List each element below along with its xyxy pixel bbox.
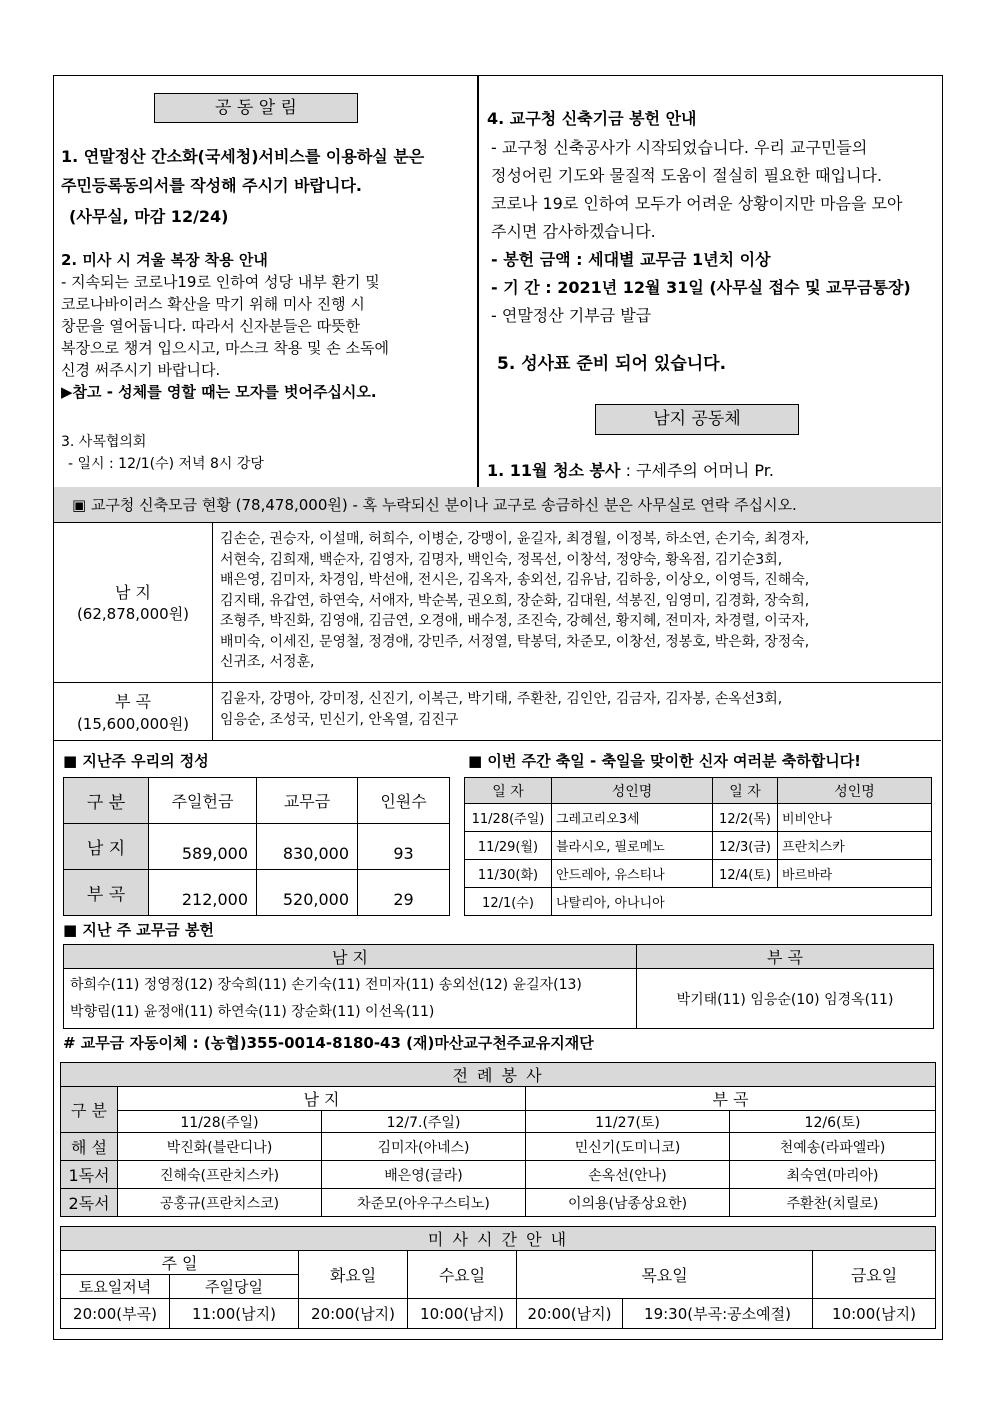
namji-community-header: 남지 공동체 — [595, 404, 799, 435]
mass-wednesday: 수요일 — [408, 1251, 517, 1299]
name-line: 임응순, 조성국, 민신기, 안옥열, 김진구 — [220, 712, 459, 728]
feast-saint: 프란치스카 — [778, 832, 932, 860]
fund-namji-amount: (62,878,000원) — [76, 605, 190, 623]
text-line: 창문을 열어둡니다. 따라서 신자분들은 따뜻한 — [61, 317, 361, 335]
name-line: 조형주, 박진화, 김영애, 김금연, 오경애, 배수정, 조진숙, 강혜선, 황지혜, 전미자, 차경렬, 이국자, — [220, 613, 810, 629]
liturgy-cell: 차준모(아우구스티노) — [322, 1189, 526, 1217]
feast-header: 성인명 — [778, 778, 932, 804]
liturgy-cell: 공홍규(프란치스코) — [118, 1189, 322, 1217]
name-line: 김윤자, 강명아, 강미정, 신진기, 이복근, 박기태, 주환찬, 김인안, 김금자, 김자봉, 손옥선3회, — [220, 691, 783, 707]
text-line: 코로나 19로 인하여 모두가 어려운 상황이지만 마음을 모아 — [491, 194, 903, 213]
mass-time: 20:00(남지) — [517, 1299, 623, 1329]
feast-date: 11/29(월) — [465, 832, 552, 860]
text-line: 정성어린 기도와 물질적 도움이 절실히 필요한 때입니다. — [491, 166, 883, 185]
fund-namji-names — [220, 529, 809, 673]
text-line: - 교구청 신축공사가 시작되었습니다. 우리 교구민들의 — [491, 138, 868, 157]
feast-date: 12/2(목) — [713, 804, 778, 832]
notice-item2-text — [61, 271, 389, 403]
mass-time: 11:00(남지) — [170, 1299, 299, 1329]
mass-time: 10:00(남지) — [813, 1299, 936, 1329]
fund-namji-label: 남 지 — [115, 583, 151, 602]
notice-item2-note: ▶참고 - 성체를 영할 때는 모자를 벗어주십시오. — [61, 383, 377, 401]
name-line: 신귀조, 서정훈, — [220, 654, 315, 670]
liturgy-label: 구 분 — [61, 1087, 118, 1133]
fund-namji-row — [54, 523, 941, 683]
feast-saint: 안드레아, 유스티나 — [552, 860, 713, 888]
feast-title: ■ 이번 주간 축일 - 축일을 맞이한 신자 여러분 축하합니다! — [468, 752, 862, 770]
liturgy-date: 12/6(토) — [730, 1111, 936, 1133]
item4-receipt: - 연말정산 기부금 발급 — [491, 306, 652, 325]
dues-title: ■ 지난 주 교무금 봉헌 — [63, 921, 214, 939]
name-line: 김손순, 권승자, 이설매, 허희수, 이병순, 강맹이, 윤길자, 최경월, 이정복, 하소연, 손기숙, 최경자, — [220, 531, 810, 547]
offering-cell: 520,000 — [257, 870, 358, 916]
fund-bugok-row — [54, 682, 941, 741]
notice-item2-title: 2. 미사 시 겨울 복장 착용 안내 — [61, 251, 268, 269]
cleaning-line — [487, 458, 774, 481]
liturgy-cell: 박진화(블란디나) — [118, 1133, 322, 1161]
dues-namji-header: 남 지 — [64, 945, 637, 969]
name-line: 서현숙, 김희재, 백순자, 김영자, 김명자, 백인숙, 정목선, 이창석, 정양숙, 황옥점, 김기순3회, — [220, 551, 783, 568]
mass-tuesday: 화요일 — [299, 1251, 408, 1299]
text-line: 주시면 감사하겠습니다. — [491, 222, 656, 241]
feast-saint: 블라시오, 필로메노 — [552, 832, 713, 860]
feast-date: 11/30(화) — [465, 860, 552, 888]
offering-table — [63, 777, 450, 916]
fund-bugok-names — [220, 689, 782, 731]
liturgy-date: 12/7.(주일) — [322, 1111, 526, 1133]
offering-header: 교무금 — [257, 778, 358, 824]
liturgy-date: 11/27(토) — [526, 1111, 730, 1133]
mass-time: 10:00(남지) — [408, 1299, 517, 1329]
dues-line: 하희수(11) 정영정(12) 장숙희(11) 손기숙(11) 전미자(11) 송외선(12) 윤길자(13) — [70, 976, 582, 993]
notice-item3-title: 3. 사목협의회 — [61, 434, 147, 450]
text-line: 신경 써주시기 바랍니다. — [61, 361, 221, 379]
feast-saint: 나탈리아, 아나니아 — [552, 888, 932, 916]
mass-thursday: 목요일 — [517, 1251, 813, 1299]
feast-saint: 비비안나 — [778, 804, 932, 832]
feast-table — [464, 777, 932, 916]
dues-bugok-cell: 박기태(11) 임응순(10) 임경옥(11) — [637, 969, 934, 1029]
liturgy-namji: 남 지 — [118, 1087, 526, 1111]
mass-sunday: 주 일 — [61, 1251, 299, 1275]
fund-bugok-label: 부 곡 — [115, 692, 151, 711]
notice-item3-line: - 일시 : 12/1(수) 저녁 8시 강당 — [68, 456, 264, 472]
item4-title: 4. 교구청 신축기금 봉헌 안내 — [487, 109, 697, 128]
dues-bugok-header: 부 곡 — [637, 945, 934, 969]
dues-table — [63, 944, 934, 1029]
fund-bugok-label-cell — [54, 682, 213, 740]
notice-header: 공 동 알 림 — [154, 93, 358, 123]
offering-header: 구 분 — [64, 778, 149, 824]
text-line: 코로나바이러스 확산을 막기 위해 미사 진행 시 — [61, 295, 365, 313]
feast-header: 일 자 — [465, 778, 552, 804]
liturgy-cell: 최숙연(마리아) — [730, 1161, 936, 1189]
cleaning-label: 1. 11월 청소 봉사 — [487, 461, 621, 480]
fund-bugok-amount: (15,600,000원) — [76, 715, 190, 733]
dues-namji-cell — [64, 969, 637, 1029]
liturgy-cell: 진해숙(프란치스카) — [118, 1161, 322, 1189]
offering-header: 인원수 — [358, 778, 450, 824]
mass-sun-day: 주일당일 — [170, 1275, 299, 1299]
offering-row-label: 남 지 — [64, 824, 149, 870]
item4-text — [491, 134, 911, 330]
name-line: 배미숙, 이세진, 문영철, 정경애, 강민주, 서정열, 탁봉덕, 차준모, 이창선, 정봉호, 박은화, 장정숙, — [220, 633, 810, 650]
item4-amount: - 봉헌 금액 : 세대별 교무금 1년치 이상 — [491, 250, 771, 269]
liturgy-table — [60, 1062, 936, 1217]
offering-cell: 93 — [358, 824, 450, 870]
notice-item1-line2: 주민등록동의서를 작성해 주시기 바랍니다. — [61, 176, 362, 195]
feast-saint: 바르바라 — [778, 860, 932, 888]
mass-sat-eve: 토요일저녁 — [61, 1275, 170, 1299]
cleaning-value: : 구세주의 어머니 Pr. — [625, 461, 774, 480]
feast-date: 12/4(토) — [713, 860, 778, 888]
item4-period: - 기 간 : 2021년 12월 31일 (사무실 접수 및 교무금통장) — [491, 278, 911, 297]
feast-header: 일 자 — [713, 778, 778, 804]
liturgy-cell: 이의용(남종상요한) — [526, 1189, 730, 1217]
liturgy-cell: 배은영(글라) — [322, 1161, 526, 1189]
mass-table — [60, 1226, 936, 1329]
name-line: 김지태, 유갑연, 하연숙, 서애자, 박순복, 권오희, 장순화, 김대원, 석봉진, 임영미, 김경화, 장숙희, — [220, 592, 810, 609]
liturgy-cell: 김미자(아네스) — [322, 1133, 526, 1161]
mass-time: 20:00(남지) — [299, 1299, 408, 1329]
liturgy-title: 전 례 봉 사 — [61, 1063, 936, 1087]
feast-date: 11/28(주일) — [465, 804, 552, 832]
fund-title: ▣ 교구청 신축모금 현황 (78,478,000원) - 혹 누락되신 분이나 교구로 송금하신 분은 사무실로 연락 주십시오. — [54, 487, 941, 523]
offering-title: ■ 지난주 우리의 정성 — [63, 752, 209, 770]
liturgy-date: 11/28(주일) — [118, 1111, 322, 1133]
top-section — [54, 76, 941, 488]
offering-cell: 29 — [358, 870, 450, 916]
liturgy-cell: 손옥선(안나) — [526, 1161, 730, 1189]
offering-row-label: 부 곡 — [64, 870, 149, 916]
text-line: - 지속되는 코로나19로 인하여 성당 내부 환기 및 — [61, 273, 380, 291]
dues-line: 박향림(11) 윤정애(11) 하연숙(11) 장순화(11) 이선옥(11) — [70, 1003, 435, 1020]
feast-date: 12/1(수) — [465, 888, 552, 916]
feast-header: 성인명 — [552, 778, 713, 804]
liturgy-bugok: 부 곡 — [526, 1087, 936, 1111]
offering-header: 주일헌금 — [149, 778, 257, 824]
offering-cell: 830,000 — [257, 824, 358, 870]
fund-namji-label-cell — [54, 523, 213, 682]
notice-item1-line3: (사무실, 마감 12/24) — [69, 207, 229, 226]
bulletin-frame — [53, 75, 943, 1340]
mass-friday: 금요일 — [813, 1251, 936, 1299]
feast-date: 12/3(금) — [713, 832, 778, 860]
column-divider — [477, 76, 479, 487]
account-line: # 교무금 자동이체 : (농협)355-0014-8180-43 (재)마산교구천주교유지재단 — [63, 1034, 594, 1052]
feast-saint: 그레고리오3세 — [552, 804, 713, 832]
name-line: 배은영, 김미자, 차경임, 박선애, 전시은, 김옥자, 송외선, 김유남, 김하웅, 이상오, 이영득, 진해숙, — [220, 572, 810, 588]
mass-time: 19:30(부곡:공소예절) — [623, 1299, 813, 1329]
item5: 5. 성사표 준비 되어 있습니다. — [497, 354, 727, 374]
liturgy-cell: 주환찬(치릴로) — [730, 1189, 936, 1217]
offering-cell: 212,000 — [149, 870, 257, 916]
mass-title: 미 사 시 간 안 내 — [61, 1227, 936, 1251]
mass-time: 20:00(부곡) — [61, 1299, 170, 1329]
liturgy-cell: 천예송(라파엘라) — [730, 1133, 936, 1161]
liturgy-cell: 민신기(도미니코) — [526, 1133, 730, 1161]
liturgy-role: 1독서 — [61, 1161, 118, 1189]
notice-item1-line1: 1. 연말정산 간소화(국세청)서비스를 이용하실 분은 — [61, 147, 425, 166]
text-line: 복장으로 챙겨 입으시고, 마스크 착용 및 손 소독에 — [61, 339, 389, 357]
liturgy-role: 해 설 — [61, 1133, 118, 1161]
offering-cell: 589,000 — [149, 824, 257, 870]
liturgy-role: 2독서 — [61, 1189, 118, 1217]
